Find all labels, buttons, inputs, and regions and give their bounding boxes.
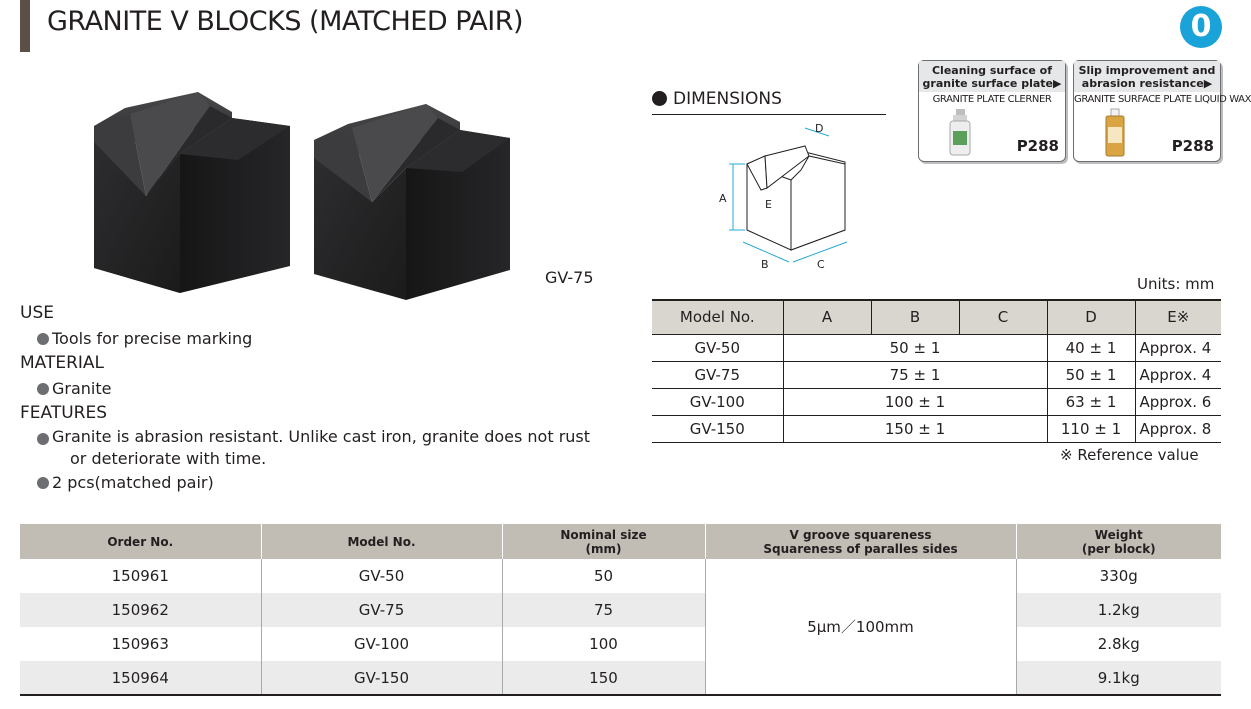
features-heading: FEATURES xyxy=(20,403,108,423)
table-row xyxy=(652,415,1221,442)
cell-size: 50 xyxy=(502,559,705,593)
v-block-right xyxy=(314,104,510,300)
material-item xyxy=(20,376,590,401)
dimensions-heading xyxy=(652,89,782,109)
promo-headline xyxy=(919,61,1065,92)
promo-liquid-wax[interactable] xyxy=(1073,60,1251,162)
dimension-diagram xyxy=(705,118,875,270)
promo-page-ref: P288 xyxy=(1171,137,1214,155)
table-row xyxy=(652,334,1221,361)
col-c: C xyxy=(959,300,1047,334)
feature-item xyxy=(20,470,590,495)
bullet-dot-icon xyxy=(652,91,667,106)
col-model-no: Model No. xyxy=(261,524,502,559)
col-a: A xyxy=(783,300,871,334)
squareness-label-2: Squareness of paralles sides xyxy=(763,541,958,556)
dimension-label-a: A xyxy=(719,192,727,205)
cell-d: 110 ± 1 xyxy=(1047,415,1135,442)
bullet-dot-icon xyxy=(37,433,49,445)
cell-model: GV-75 xyxy=(652,361,783,388)
cell-model: GV-150 xyxy=(652,415,783,442)
promo-plate-cleaner[interactable] xyxy=(918,60,1066,162)
cell-weight: 330g xyxy=(1016,559,1221,593)
col-model-no: Model No. xyxy=(652,300,783,334)
cell-d: 50 ± 1 xyxy=(1047,361,1135,388)
material-heading: MATERIAL xyxy=(20,353,105,373)
cell-e: Approx. 4 xyxy=(1135,361,1221,388)
material-item-text: Granite xyxy=(52,379,112,398)
dimension-label-e: E xyxy=(765,198,772,211)
col-e: E※ xyxy=(1135,300,1221,334)
promo-product-name: GRANITE SURFACE PLATE LIQUID WAX xyxy=(1074,94,1251,105)
table-row xyxy=(652,388,1221,415)
dimension-label-b: B xyxy=(761,258,769,271)
cell-d: 63 ± 1 xyxy=(1047,388,1135,415)
feature-2-text: 2 pcs(matched pair) xyxy=(52,473,214,492)
cell-abc: 150 ± 1 xyxy=(783,415,1047,442)
cell-model: GV-50 xyxy=(261,559,502,593)
table-row xyxy=(20,661,1221,695)
wax-bottle-icon xyxy=(1102,109,1128,157)
feature-1-line1: Granite is abrasion resistant. Unlike cast iron, granite does not rust xyxy=(52,427,591,446)
col-order-no: Order No. xyxy=(20,524,261,559)
cell-order-no: 150962 xyxy=(20,593,261,627)
nominal-size-unit: (mm) xyxy=(585,541,622,556)
cell-abc: 100 ± 1 xyxy=(783,388,1047,415)
dimension-table xyxy=(652,299,1221,443)
col-nominal-size xyxy=(502,524,705,559)
feature-1-line2: or deteriorate with time. xyxy=(70,449,267,468)
table-row xyxy=(20,627,1221,661)
cell-model: GV-75 xyxy=(261,593,502,627)
cell-order-no: 150964 xyxy=(20,661,261,695)
col-weight xyxy=(1016,524,1221,559)
cell-abc: 50 ± 1 xyxy=(783,334,1047,361)
dimensions-heading-text: DIMENSIONS xyxy=(673,89,782,109)
use-heading: USE xyxy=(20,303,54,323)
cell-weight: 1.2kg xyxy=(1016,593,1221,627)
feature-item xyxy=(20,426,590,470)
cell-order-no: 150963 xyxy=(20,627,261,661)
cell-size: 150 xyxy=(502,661,705,695)
cell-e: Approx. 4 xyxy=(1135,334,1221,361)
squareness-label-1: V groove squareness xyxy=(789,527,932,542)
spray-bottle-icon xyxy=(947,109,973,157)
use-item xyxy=(20,326,590,351)
order-table xyxy=(20,524,1221,696)
cell-model: GV-100 xyxy=(261,627,502,661)
spec-section xyxy=(20,301,590,495)
promo-headline xyxy=(1074,61,1220,92)
promo-headline-line1: Cleaning surface of xyxy=(931,64,1053,77)
cell-squareness: 5μm／100mm xyxy=(705,559,1016,695)
units-label: Units: mm xyxy=(1137,275,1215,293)
page-title: GRANITE V BLOCKS (MATCHED PAIR) xyxy=(47,6,524,37)
nominal-size-label: Nominal size xyxy=(560,527,647,542)
dimensions-divider xyxy=(652,114,886,115)
cell-d: 40 ± 1 xyxy=(1047,334,1135,361)
dimension-label-d: D xyxy=(815,122,824,135)
cell-size: 75 xyxy=(502,593,705,627)
weight-label: Weight xyxy=(1094,527,1143,542)
cell-e: Approx. 6 xyxy=(1135,388,1221,415)
category-badge: 0 xyxy=(1180,6,1222,48)
cell-order-no: 150961 xyxy=(20,559,261,593)
cell-weight: 2.8kg xyxy=(1016,627,1221,661)
col-b: B xyxy=(871,300,959,334)
product-photo xyxy=(70,78,530,308)
title-accent-bar xyxy=(20,0,30,52)
table-row xyxy=(652,361,1221,388)
product-photo-caption: GV-75 xyxy=(545,268,594,287)
promo-product-name: GRANITE PLATE CLERNER xyxy=(932,94,1052,105)
promo-headline-line1: Slip improvement and xyxy=(1078,64,1216,77)
reference-note: ※ Reference value xyxy=(1060,446,1199,464)
v-block-left xyxy=(94,92,290,293)
cell-model: GV-100 xyxy=(652,388,783,415)
cell-model: GV-150 xyxy=(261,661,502,695)
cell-weight: 9.1kg xyxy=(1016,661,1221,695)
weight-sublabel: (per block) xyxy=(1081,541,1156,556)
bullet-dot-icon xyxy=(37,477,49,489)
use-item-text: Tools for precise marking xyxy=(52,329,253,348)
table-row xyxy=(20,593,1221,627)
cell-abc: 75 ± 1 xyxy=(783,361,1047,388)
promo-headline-line2: abrasion resistance▶ xyxy=(1081,77,1213,90)
cell-e: Approx. 8 xyxy=(1135,415,1221,442)
promo-headline-line2: granite surface plate▶ xyxy=(922,77,1062,90)
cell-model: GV-50 xyxy=(652,334,783,361)
dimension-label-c: C xyxy=(817,258,825,271)
col-squareness xyxy=(705,524,1016,559)
bullet-dot-icon xyxy=(37,383,49,395)
cell-size: 100 xyxy=(502,627,705,661)
table-row xyxy=(20,559,1221,593)
bullet-dot-icon xyxy=(37,333,49,345)
promo-page-ref: P288 xyxy=(1016,137,1059,155)
col-d: D xyxy=(1047,300,1135,334)
